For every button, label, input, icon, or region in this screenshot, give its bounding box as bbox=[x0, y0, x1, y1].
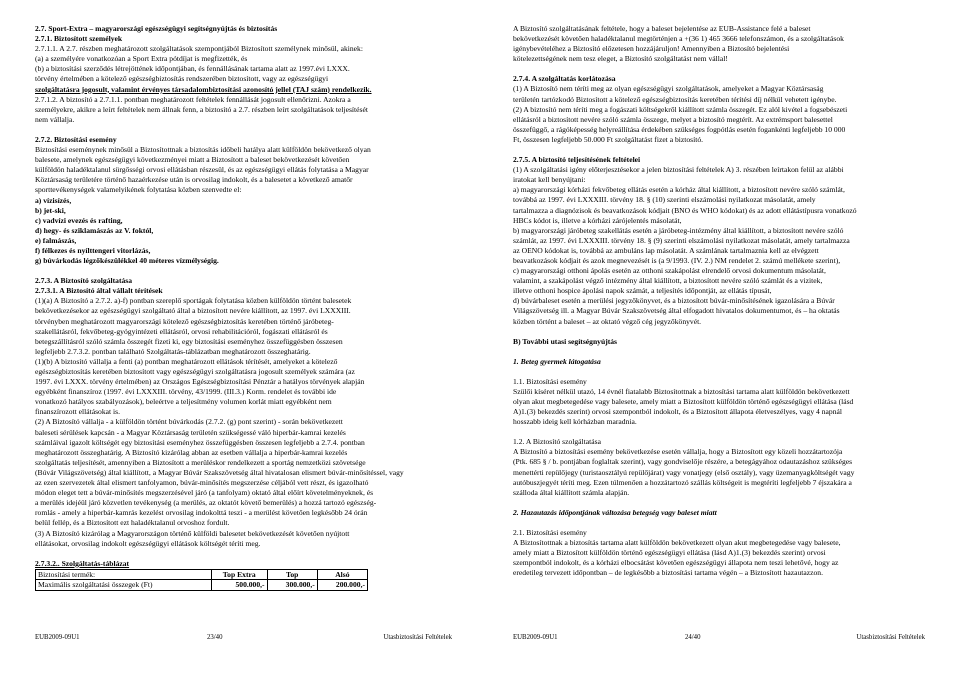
table-cell: Top bbox=[267, 569, 317, 579]
paragraph-gap bbox=[513, 347, 925, 357]
text-line: (2) A Biztosító vállalja - a külföldön történt búvárkodás (2.7.2. (g) pont szerint) - során bekövetkezett bbox=[35, 417, 343, 427]
paragraph-gap bbox=[513, 367, 925, 377]
table-cell: Alsó bbox=[317, 569, 367, 579]
text-line: HBCs kódot is, illetve a kórházi zárójelentés másolatát, bbox=[513, 215, 682, 225]
text-line: szolgáltatás teljesítését, amennyiben a Biztosított a merüléskor rendelkezett a sportág nemzetközi szövetsége bbox=[35, 457, 366, 467]
text-line: Szülői kíséret nélkül utazó, 14 évnél fiatalabb Biztosítottnak a biztosítási tartama alatt külföldön bekövetkezett bbox=[513, 386, 850, 396]
text-line: autóbuszjegyét téríti meg. Ezen túlmenően a hozzátartozó szállás költségeit is megtéríti legfeljebb 7 éjszakára a bbox=[513, 477, 852, 487]
text-line: nem vállalja. bbox=[35, 114, 75, 124]
paragraph-gap bbox=[35, 266, 452, 276]
text-line: területén tartózkodó Biztosított a kötelező egészségbiztosítás keretében térítési díj nélkül vehetett igénybe. bbox=[513, 94, 837, 104]
text-line: 1.1. Biztosítási esemény bbox=[513, 376, 587, 386]
text-line: menettérti repülőjegy (turistaosztályú repülőjárat) vagy vonatjegy (első osztály), vagy üzemanyagköltségét vagy bbox=[513, 467, 855, 477]
paragraph-gap bbox=[513, 145, 925, 155]
text-line: közben történt a baleset – az oktató végző cég jegyzőkönyvét. bbox=[513, 316, 702, 326]
table-cell: 500.000,- bbox=[211, 580, 267, 590]
text-line: bekövetkezését követően haladéktalanul megtörténjen a +(36 1) 465 3666 telefonszámon, és a szolgáltatások bbox=[513, 34, 844, 44]
text-line: 2. Hazautazás időpontjának változása betegség vagy baleset miatt bbox=[513, 507, 717, 517]
paragraph-gap bbox=[513, 498, 925, 508]
text-line: 2.7.3. A Biztosító szolgáltatása bbox=[35, 276, 133, 286]
text-line: kötelezettségének nem tesz eleget, a Biztosító szolgáltatást nem vállal! bbox=[513, 54, 728, 64]
text-line: balesete, amelynek egészségügyi következményei miatt a Biztosított a baleset bekövetkezését követően bbox=[35, 155, 350, 165]
text-line: olyan akut megbetegedése vagy balesete, amely miatt a Biztosított külföldön történő egészségügyi ellátása (lásd bbox=[513, 397, 854, 406]
text-line: legfeljebb 2.7.3.2. pontban található Szolgáltatás-táblázatban meghatározott összeghatárig. bbox=[35, 346, 311, 356]
text-line: 2.1. Biztosítási esemény bbox=[513, 527, 587, 537]
text-line: betegszállításról szóló számla összegét fizeti ki, egy biztosítási eseményhez összefüggésben összesen bbox=[35, 336, 343, 346]
text-line: (2) A biztosító nem téríti meg a fogászati költségekről kiállított számla összegét. Ez alól kivétel a fogsebészeti bbox=[513, 104, 848, 114]
text-line: személyekre, akikre a leírt feltételek nem állnak fenn, a biztosító a 2.7. részben leírt szolgáltatások teljesítését bbox=[35, 104, 368, 114]
text-line: eredetileg tervezett időpontban – de legkésőbb a biztosítási tartama végén – a Biztosított hazautazzon. bbox=[513, 568, 823, 578]
text-line: Biztosítási eseménynek minősül a Biztosítottnak a biztosítás időbeli hatálya alatt külföldön bekövetkező olyan bbox=[35, 145, 371, 155]
text-line: hosszabb ideig kell kórházban maradnia. bbox=[513, 417, 637, 427]
text-line: (1)(b) A biztosító vállalja a fenti (a) pontban meghatározott ellátások térítését, amelyeket a kötelező bbox=[35, 356, 338, 366]
text-line: a) magyarországi kórházi fekvőbeteg ellátás esetén a kórház által kiállított, a biztosított nevére szóló számlát, bbox=[513, 185, 845, 195]
text-line: a merülés idejéül járó közvetlen tevékenység (a merülés, az oktatót követő bemerülés) a hozzá tartozó egészség- bbox=[35, 498, 377, 508]
text-line: b) jet-ski, bbox=[35, 205, 66, 215]
text-line: (1) A szolgáltatási igény előterjesztésekor a jelen biztosítási feltételek A) 3. részében leírtakon felül az alábbi bbox=[513, 165, 844, 175]
table-cell: 200.000,- bbox=[317, 580, 367, 590]
text-line: egyébként finanszíroz (1997. évi LXXXIII. törvény, 43/1999. (III.3.) Korm. rendelet és további ide bbox=[35, 387, 337, 397]
paragraph-gap bbox=[35, 125, 452, 135]
text-line: e) falmászás, bbox=[35, 235, 77, 245]
text-line: szolgáltatásra jogosult, valamint érvényes társadalombiztosítási azonosító jellel (TAJ szám) rendelkezik. bbox=[35, 84, 372, 94]
table-cell: Biztosítási termék: bbox=[36, 569, 212, 579]
text-line: szakellátásról, fekvőbeteg-gyógyintézeti ellátásról, orvosi rehabilitációról, fogászati ellátásról és bbox=[35, 326, 328, 336]
text-line: (3) A Biztosító kizárólag a Magyarországon történő külföldi balesetet bekövetkezését követően nyújtott bbox=[35, 528, 350, 538]
paragraph-gap bbox=[513, 64, 925, 74]
text-line: összefüggő, a rágóképesség helyreállítása érdekében szükséges fogpótlás esetén fogankénti legfeljebb 10 000 bbox=[513, 124, 846, 134]
text-line: g) búvárkodás légzőkészülékkel 40 méteres vízmélységig. bbox=[35, 256, 219, 266]
paragraph-gap bbox=[513, 518, 925, 528]
table-row bbox=[36, 580, 368, 590]
text-line: illetve otthoni hospice ápolási napok számát, a teljesítés időpontját, az ellátás típusát, bbox=[513, 286, 772, 296]
text-line: Köztársaság területére történő hazaérkezése után is orvosilag indokolt, és a balesetet a következő amatőr bbox=[35, 175, 353, 185]
text-line: módon eleget tett a búvár-minősítés megszerzésével járó (a tanfolyam) oktató által előírt követelményeknek, és bbox=[35, 488, 374, 498]
text-line: d) búvárbaleset esetén a merülési jegyzőkönyvet, és a biztosított búvár-minősítésének igazolására a Búvár bbox=[513, 296, 835, 306]
text-line: ellátásról a biztosított nevére szóló számla összege, melyet a biztosító megtérít. Az extrémsport balesettel bbox=[513, 114, 833, 124]
text-line: 2.7.1.1. A 2.7. részben meghatározott szolgáltatások szempontjából Biztosított személynek minősül, akinek: bbox=[35, 44, 363, 54]
text-line: d) hegy- és sziklamászás az V. foktól, bbox=[35, 225, 154, 235]
text-line: az OENO kódokat is, továbbá az ambuláns lap másolatát. A számlának tartalmaznia kell az elvégzett bbox=[513, 245, 819, 255]
text-line: b) magyarországi járóbeteg szakellátás esetén a járóbeteg-intézmény által kiállított, a biztosított nevére szóló bbox=[513, 225, 844, 235]
text-line: az ezen szervezetek által elismert tanfolyamon, búvár-minősítés megszerzése céljából vett részt, és igazolható bbox=[35, 478, 369, 488]
text-line: (1) A Biztosító nem téríti meg az olyan egészségügyi szolgáltatások, amelyeket a Magyar Köztársaság bbox=[513, 84, 824, 94]
table-cell: Maximális szolgáltatási összegek (Ft) bbox=[36, 580, 212, 590]
text-line: továbbá az 1997. évi LXXXIII. törvény 18. § (10) szerinti elszámolási nyilatkozat másolatát, amely bbox=[513, 195, 816, 205]
document-title: Utasbiztosítási Feltételek bbox=[856, 634, 925, 641]
page-left bbox=[0, 0, 472, 674]
service-amounts-table bbox=[35, 569, 368, 591]
text-line: meghatározott összeghatárig. A Biztosító kizárólag abban az esetben vállalja a hiperbár-kamrai kezelés bbox=[35, 447, 348, 457]
paragraph-gap bbox=[35, 549, 452, 559]
text-line: amely miatt a Biztosított külföldön történő egészségügyi ellátása (lásd A)1.(3) bekezdés szerint) orvosi bbox=[513, 548, 826, 558]
text-line: (a) a személyére vonatkozóan a Sport Extra pótdíjat is megfizették, és bbox=[35, 54, 248, 64]
page-number: 23/40 bbox=[207, 634, 223, 641]
text-line: Ft, összesen legfeljebb 50.000 Ft szolgáltatást fizet a biztosító. bbox=[513, 134, 704, 144]
text-line: A Biztosítottnak a biztosítás tartama alatt külföldön bekövetkezett olyan akut megbetegedése vagy balesete, bbox=[513, 538, 841, 548]
text-line: valamint, a szakápolást végző intézmény által kiállított, a biztosított nevére szóló számlát és a vizitek, bbox=[513, 276, 823, 286]
table-cell: 300.000,- bbox=[267, 580, 317, 590]
left-column-text bbox=[35, 24, 452, 591]
text-line: 2.7.3.2.. Szolgáltatás-táblázat bbox=[35, 558, 130, 568]
text-line: f) félkezes és nyílttengeri vitorlázás, bbox=[35, 245, 151, 255]
page-number: 24/40 bbox=[685, 634, 701, 641]
text-line: a) vízisízés, bbox=[35, 195, 72, 205]
text-line: (Ptk. 685 § / b. pontjában foglaltak szerint), vagy gondviselője részére, a betegágyához odautazáshoz szükséges bbox=[513, 457, 853, 467]
text-line: 2.7.3.1. A Biztosító által vállalt térítések bbox=[35, 286, 163, 296]
text-line: A)1.(3) bekezdés szerint) orvosi szempontból indokolt, és a Biztosított állapota életveszélyes, vagy 4 napnál bbox=[513, 407, 842, 417]
text-line: törvény értelmében a kötelező egészségbiztosítás rendszerében biztosított, vagy az egészségügyi bbox=[35, 74, 329, 84]
text-line: szálloda által kiállított számla alapján. bbox=[513, 487, 630, 497]
text-line: külföldön haladéktalanul sürgősségi orvosi ellátásban részesül, és az egészségügyi ellátás folytatása a Magyar bbox=[35, 165, 369, 175]
text-line: 2.7. Sport-Extra – magyarországi egészségügyi segítségnyújtás és biztosítás bbox=[35, 24, 278, 33]
text-line: 2.7.1. Biztosított személyek bbox=[35, 34, 123, 44]
text-line: ellátásokat, orvosilag indokolt egészségügyi ellátások költségét téríti meg. bbox=[35, 538, 261, 548]
text-line: romlás - amely a hiperbár-kamrás kezelést orvosilag indokolttá teszi - a merülést követően legkésőbb 24 órán bbox=[35, 508, 368, 518]
text-line: számlát, az 1997. évi LXXXIII. törvény 18. § (9) szerinti elszámolási nyilatkozat másolatát, amely tartalmazza bbox=[513, 235, 850, 245]
text-line: (Búvár Világszövetség) által kiállított, a Magyar Búvár Szakszövetség által hivatalosan elismert búvár-minősítéssel, vagy bbox=[35, 467, 404, 477]
text-line: sporttevékenységek valamelyikének folytatása közben szenvedte el: bbox=[35, 185, 242, 195]
text-line: A Biztosító szolgáltatásának feltétele, hogy a baleset bejelentése az EUB-Assistance felé a baleset bbox=[513, 24, 811, 33]
text-line: számláival igazolt költségét egy biztosítási eseményhez összefüggésben összesen legfeljebb a 2.7.4. pontban bbox=[35, 437, 365, 447]
text-line: egészségbiztosítás keretében biztosított vagy egészségügyi szolgáltatásra jogosult személyek számára (az bbox=[35, 367, 355, 376]
document-title: Utasbiztosítási Feltételek bbox=[383, 634, 452, 641]
text-line: A Biztosító a biztosítási esemény bekövetkezése esetén vállalja, hogy a Biztosított egy közeli hozzátartozója bbox=[513, 447, 843, 457]
text-line: B) További utasi segítségnyújtás bbox=[513, 336, 618, 346]
text-line: 1.2. A Biztosító szolgáltatása bbox=[513, 437, 601, 447]
text-line: finanszírozott ellátásokat is. bbox=[35, 407, 120, 417]
text-line: igénybevételéhez a Biztosító előzetesen hozzájáruljon! Amennyiben a Biztosító bejelentési bbox=[513, 44, 790, 54]
text-line: (1)(a) A Biztosító a 2.7.2. a)-f) pontban szereplő sportágak folytatása közben külföldön történt balesetek bbox=[35, 296, 352, 306]
right-column-text bbox=[513, 24, 925, 578]
table-cell: Top Extra bbox=[211, 569, 267, 579]
text-line: 1. Beteg gyermek látogatása bbox=[513, 356, 601, 366]
text-line: iratokat kell benyújtani: bbox=[513, 175, 586, 185]
document-code: EUB2009-09U1 bbox=[513, 634, 558, 641]
text-line: 2.7.4. A szolgáltatás korlátozása bbox=[513, 74, 616, 84]
text-line: (b) a biztosítási szerződés létrejöttének időpontjában, és fennállásának tartama alatt az 1997.évi LXXX. bbox=[35, 64, 350, 74]
paragraph-gap bbox=[513, 427, 925, 437]
text-line: c) magyarországi otthoni ápolás esetén az otthoni szakápolást elrendelő orvosi dokumentum másolatát, bbox=[513, 266, 826, 276]
text-line: 2.7.1.2. A biztosító a 2.7.1.1. pontban meghatározott feltételek fennállását jogosult ellenőrizni. Azokra a bbox=[35, 94, 351, 104]
text-line: 2.7.2. Biztosítási esemény bbox=[35, 134, 117, 144]
page-right bbox=[480, 0, 952, 674]
text-line: vonatkozó hatályos szabályozások), beleértve a teljesítmény volumen korlát miatt egyébként nem bbox=[35, 397, 332, 407]
text-line: beavatkozások kódjait és azok megnevezését is (a 9/1993. (IV. 2.) NM rendelet 2. számú mellékete szerint), bbox=[513, 255, 841, 265]
text-line: c) vadvízi evezés és rafting, bbox=[35, 215, 123, 225]
text-line: 1997. évi LXXX. törvény értelmében) az Országos Egészségbiztosítási Pénztár a hatályos törvények alapján bbox=[35, 377, 365, 387]
text-line: 2.7.5. A biztosító teljesítésének feltételei bbox=[513, 155, 641, 165]
text-line: tartalmazza a diagnózisok és beavatkozások kódjait (BNO és WHO kódokat) és az adott ellátástípusra vonatkozó bbox=[513, 205, 857, 215]
text-line: szempontból indokolt, és a kórházi elbocsátást követően egészségügyi állapota nem teszi lehetővé, hogy az bbox=[513, 558, 839, 568]
document-code: EUB2009-09U1 bbox=[35, 634, 80, 641]
text-line: törvényben meghatározott magyarországi kötelező egészségbiztosítás keretében történő járóbeteg- bbox=[35, 316, 334, 326]
text-line: baleseti sérülések kapcsán - a Magyar Köztársaság területén szükségessé váló hiperbár-kamrai kezelés bbox=[35, 427, 346, 437]
text-line: Világszövetség ill. a Magyar Búvár Szakszövetség által elfogadott hivatalos dokumentumot, és – ha oktatás bbox=[513, 306, 840, 316]
table-row bbox=[36, 569, 368, 579]
text-line: bekövetkezésekor az egészségügyi szolgáltató által a biztosított nevére kiállított, az 1997. évi LXXXIII. bbox=[35, 306, 351, 316]
text-line: belül fellép, és a Biztosított ezt haladéktalanul orvoshoz fordult. bbox=[35, 518, 230, 528]
paragraph-gap bbox=[513, 327, 925, 337]
